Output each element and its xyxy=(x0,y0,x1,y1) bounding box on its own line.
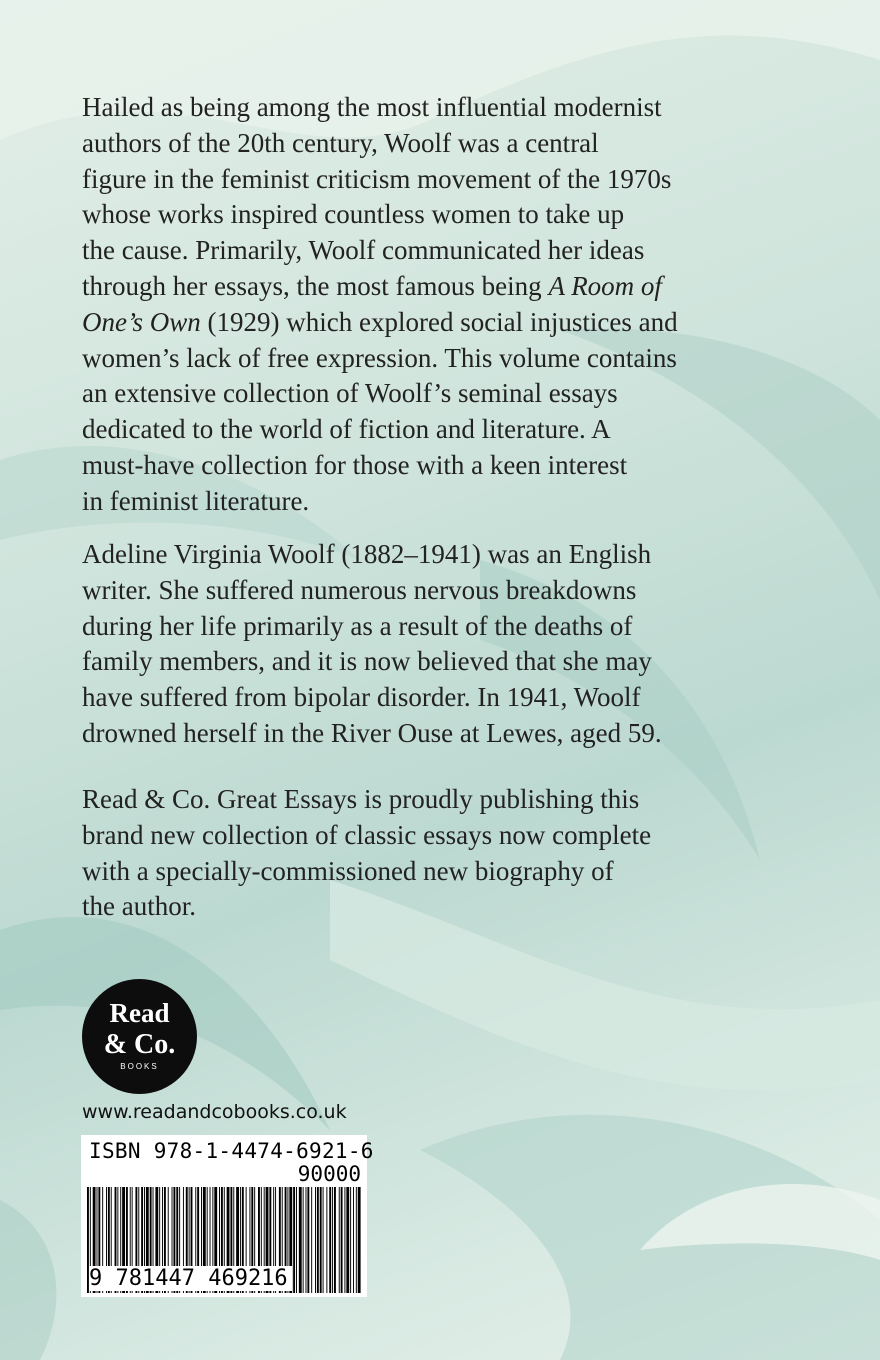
text-line: brand new collection of classic essays now complete xyxy=(82,819,652,850)
text-line xyxy=(82,305,802,341)
text-fragment: (1929) which explored social injustices and xyxy=(200,306,678,337)
barcode-bar xyxy=(341,1187,343,1293)
barcode-bar xyxy=(320,1187,322,1293)
text-line: dedicated to the world of fiction and literature. A xyxy=(82,414,611,445)
text-line: during her life primarily as a result of the deaths of xyxy=(82,610,633,641)
barcode-bar xyxy=(326,1187,327,1293)
isbn-barcode xyxy=(81,1135,374,1297)
text-line: must-have collection for those with a keen interest xyxy=(82,449,628,480)
text-line: Read & Co. Great Essays is proudly publishing this xyxy=(82,784,640,814)
barcode-bar xyxy=(334,1187,336,1293)
text-line: the author. xyxy=(82,891,196,922)
text-line: drowned herself in the River Ouse at Lewes, aged 59. xyxy=(82,717,662,748)
text-fragment: through her essays, the most famous being xyxy=(82,270,549,301)
barcode-bar xyxy=(353,1187,354,1293)
text-line: figure in the feminist criticism movement of the 1970s xyxy=(82,163,672,194)
barcode-number: 9 781447 469216 xyxy=(89,1266,292,1291)
text-line xyxy=(82,269,802,305)
text-line: whose works inspired countless women to take up xyxy=(82,199,625,230)
logo-text-read: Read xyxy=(109,998,170,1028)
book-title-italic: A Room of xyxy=(548,270,662,301)
text-line: Hailed as being among the most influential modernist xyxy=(82,92,662,122)
barcode-bar xyxy=(344,1187,345,1293)
text-line: authors of the 20th century, Woolf was a central xyxy=(82,127,599,158)
text-line: family members, and it is now believed that she may xyxy=(82,646,652,677)
barcode-bar xyxy=(323,1187,324,1293)
barcode-bar xyxy=(303,1187,304,1293)
barcode-bar xyxy=(311,1187,312,1293)
price-code: 90000 xyxy=(297,1162,361,1186)
text-line: writer. She suffered numerous nervous breakdowns xyxy=(82,574,637,605)
text-line: Adeline Virginia Woolf (1882–1941) was an English xyxy=(82,539,652,569)
publisher-logo xyxy=(82,979,197,1094)
isbn-label: ISBN 978-1-4474-6921-6 xyxy=(89,1139,374,1163)
text-line: have suffered from bipolar disorder. In 1941, Woolf xyxy=(82,682,641,713)
barcode-bar xyxy=(299,1187,302,1293)
text-line: the cause. Primarily, Woolf communicated her ideas xyxy=(82,235,645,266)
barcode-bar xyxy=(317,1187,319,1293)
text-line: an extensive collection of Woolf’s seminal essays xyxy=(82,378,618,409)
blurb-paragraph xyxy=(82,90,802,520)
barcode-bar xyxy=(293,1187,295,1293)
barcode-bar xyxy=(306,1187,307,1293)
logo-text-and-co: & Co. xyxy=(103,1029,176,1060)
publisher-website: www.readandcobooks.co.uk xyxy=(82,1101,347,1123)
barcode-bar xyxy=(339,1187,340,1293)
barcode-bar xyxy=(356,1187,357,1293)
author-bio-paragraph xyxy=(82,537,802,752)
text-line: in feminist literature. xyxy=(82,485,310,516)
barcode-bar xyxy=(296,1187,297,1293)
barcode-bar xyxy=(346,1187,349,1293)
text-line: with a specially-commissioned new biography of xyxy=(82,855,614,886)
barcode-bar xyxy=(332,1187,333,1293)
ribbon-shape xyxy=(0,1200,56,1360)
barcode-bar xyxy=(350,1187,351,1293)
publisher-note-paragraph xyxy=(82,782,802,925)
barcode-bar xyxy=(307,1187,309,1293)
book-title-italic: One’s Own xyxy=(82,306,201,337)
text-line: women’s lack of free expression. This volume contains xyxy=(82,342,677,373)
logo-text-books: BOOKS xyxy=(120,1062,159,1071)
barcode-bar xyxy=(315,1187,316,1293)
barcode-bar xyxy=(329,1187,331,1293)
barcode-bar xyxy=(358,1187,361,1293)
